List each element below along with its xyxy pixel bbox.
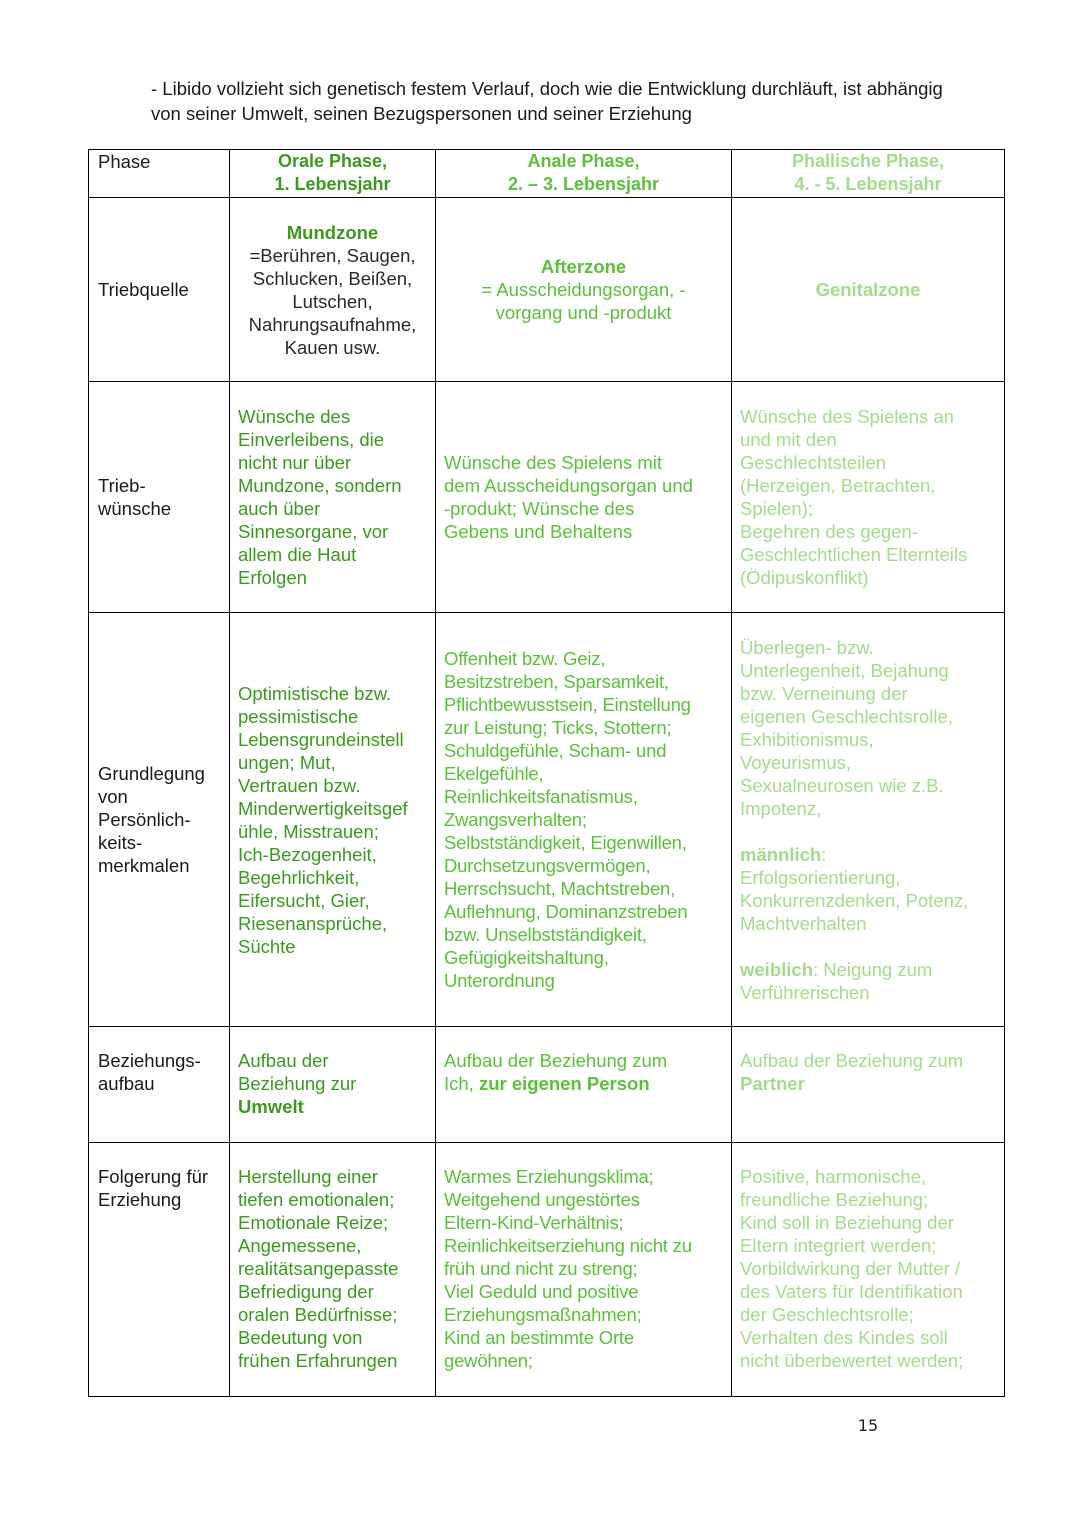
grundlegung-oral-line: Ich-Bezogenheit, xyxy=(238,843,377,865)
grundlegung-anal-line: bzw. Unselbstständigkeit, xyxy=(444,924,647,945)
triebwuensche-phallic-line: (Ödipuskonflikt) xyxy=(740,567,869,588)
triebwuensche-anal-line: -produkt; Wünsche des xyxy=(444,498,635,519)
grundlegung-phallic-line: eigenen Geschlechtsrolle, xyxy=(740,705,953,727)
male-line: Konkurrenzdenken, Potenz, xyxy=(740,889,969,911)
triebwuensche-phallic-cell xyxy=(732,382,1005,613)
triebquelle-oral-line: Lutschen, xyxy=(292,290,373,312)
folgerung-oral-line: tiefen emotionalen; xyxy=(238,1189,395,1210)
folgerung-phallic-cell xyxy=(732,1143,1005,1397)
grundlegung-oral-line: Eifersucht, Gier, xyxy=(238,889,370,911)
folgerung-phallic-line: Eltern integriert werden; xyxy=(740,1235,937,1256)
triebwuensche-anal-line: dem Ausscheidungsorgan und xyxy=(444,475,693,496)
grundlegung-oral-cell xyxy=(230,613,436,1027)
header-phallic-age: 4. - 5. Lebensjahr xyxy=(794,174,942,194)
triebquelle-anal-line: vorgang und -produkt xyxy=(495,302,672,323)
grundlegung-oral-line: Begehrlichkeit, xyxy=(238,866,360,888)
triebwuensche-oral-line: auch über xyxy=(238,498,321,519)
folgerung-anal-cell xyxy=(436,1143,732,1397)
grundlegung-label-line: Grundlegung xyxy=(98,763,205,784)
beziehung-oral-l1: Aufbau der xyxy=(238,1050,329,1071)
folgerung-phallic-line: Kind soll in Beziehung der xyxy=(740,1212,954,1233)
folgerung-anal-line: Eltern-Kind-Verhältnis; xyxy=(444,1212,624,1233)
folgerung-anal-line: früh und nicht zu streng; xyxy=(444,1258,638,1279)
folgerung-oral-line: Angemessene, xyxy=(238,1235,362,1256)
phases-table xyxy=(88,149,1005,1397)
triebwuensche-phallic-line: Spielen); xyxy=(740,498,814,519)
grundlegung-phallic-line: Unterlegenheit, Bejahung xyxy=(740,659,949,681)
grundlegung-anal-line: Besitzstreben, Sparsamkeit, xyxy=(444,671,669,692)
male-label: männlich xyxy=(740,843,822,865)
triebwuensche-label-l1: Trieb- xyxy=(98,475,146,496)
folgerung-oral-line: oralen Bedürfnisse; xyxy=(238,1304,398,1325)
beziehung-label-l1: Beziehungs- xyxy=(98,1050,201,1071)
grundlegung-label-line: Persönlich- xyxy=(98,809,191,830)
beziehung-phallic-l1: Aufbau der Beziehung zum xyxy=(740,1050,964,1071)
row-folgerung xyxy=(89,1143,1005,1397)
grundlegung-phallic-cell xyxy=(732,613,1005,1027)
beziehung-anal-cell xyxy=(436,1027,732,1143)
grundlegung-anal-line: Zwangsverhalten; xyxy=(444,809,587,830)
triebwuensche-phallic-line: Geschlechtlichen Elternteils xyxy=(740,544,968,565)
male-line: Erfolgsorientierung, xyxy=(740,866,901,888)
triebquelle-label: Triebquelle xyxy=(98,279,189,300)
male-heading xyxy=(740,843,996,866)
header-oral-title: Orale Phase, xyxy=(277,151,388,171)
triebquelle-anal-line: = Ausscheidungsorgan, - xyxy=(481,279,686,300)
folgerung-oral-line: Befriedigung der xyxy=(238,1281,374,1302)
triebwuensche-oral-line: Sinnesorgane, vor xyxy=(238,521,389,542)
page-number: 15 xyxy=(857,1416,879,1435)
header-oral-cell xyxy=(230,150,436,198)
beziehung-phallic-bold: Partner xyxy=(740,1073,805,1094)
triebquelle-oral-line: Kauen usw. xyxy=(284,336,381,358)
folgerung-phallic-line: Vorbildwirkung der Mutter / xyxy=(740,1258,961,1279)
grundlegung-label-cell xyxy=(89,613,230,1027)
folgerung-phallic-line: Verhalten des Kindes soll xyxy=(740,1327,948,1348)
grundlegung-anal-line: Herrschsucht, Machtstreben, xyxy=(444,878,676,899)
folgerung-oral-line: Emotionale Reize; xyxy=(238,1212,389,1233)
triebwuensche-phallic-line: Wünsche des Spielens an xyxy=(740,406,954,427)
header-anal-age: 2. – 3. Lebensjahr xyxy=(507,174,660,194)
beziehung-oral-cell xyxy=(230,1027,436,1143)
triebwuensche-label-cell xyxy=(89,382,230,613)
triebquelle-oral-line: Schlucken, Beißen, xyxy=(252,267,413,289)
female-rest: : Neigung zum xyxy=(813,958,933,980)
spacer xyxy=(740,820,996,843)
grundlegung-phallic-line: Impotenz, xyxy=(740,797,822,819)
triebquelle-oral-line: =Berühren, Saugen, xyxy=(249,244,416,266)
header-phase-cell xyxy=(89,150,230,198)
header-phallic-cell xyxy=(732,150,1005,198)
triebquelle-anal-cell xyxy=(436,198,732,382)
triebquelle-oral-title: Mundzone xyxy=(286,221,379,243)
header-oral-age: 1. Lebensjahr xyxy=(274,174,391,194)
triebquelle-phallic-title: Genitalzone xyxy=(815,279,921,300)
grundlegung-oral-line: Lebensgrundeinstell xyxy=(238,728,404,750)
grundlegung-oral-line: Süchte xyxy=(238,935,296,957)
folgerung-oral-line: Bedeutung von xyxy=(238,1327,363,1348)
grundlegung-oral-line: ungen; Mut, xyxy=(238,751,336,773)
grundlegung-anal-line: Gefügigkeitshaltung, xyxy=(444,947,609,968)
grundlegung-phallic-line: bzw. Verneinung der xyxy=(740,682,908,704)
header-phase-label: Phase xyxy=(98,151,151,172)
row-grundlegung xyxy=(89,613,1005,1027)
triebquelle-anal-title: Afterzone xyxy=(540,256,627,277)
beziehung-oral-bold: Umwelt xyxy=(238,1096,304,1117)
grundlegung-anal-line: Unterordnung xyxy=(444,970,555,991)
triebwuensche-anal-line: Gebens und Behaltens xyxy=(444,521,633,542)
beziehung-anal-bold: zur eigenen Person xyxy=(478,1073,650,1094)
female-label: weiblich xyxy=(740,958,813,980)
grundlegung-anal-line: Schuldgefühle, Scham- und xyxy=(444,740,667,761)
intro-text xyxy=(151,76,1021,126)
grundlegung-phallic-line: Exhibitionismus, xyxy=(740,728,874,750)
folgerung-phallic-line: des Vaters für Identifikation xyxy=(740,1281,963,1302)
row-triebquelle xyxy=(89,198,1005,382)
triebwuensche-oral-line: Mundzone, sondern xyxy=(238,475,402,496)
grundlegung-anal-line: Selbstständigkeit, Eigenwillen, xyxy=(444,832,687,853)
header-row xyxy=(89,150,1005,198)
grundlegung-anal-line: Auflehnung, Dominanzstreben xyxy=(444,901,688,922)
folgerung-anal-line: Reinlichkeitserziehung nicht zu xyxy=(444,1235,692,1256)
grundlegung-phallic-line: Überlegen- bzw. xyxy=(740,636,874,658)
folgerung-anal-line: Weitgehend ungestörtes xyxy=(444,1189,640,1210)
intro-line-1: - Libido vollzieht sich genetisch festem Verlauf, doch wie die Entwicklung durchläuft, ist abhängig xyxy=(151,78,943,99)
folgerung-oral-cell xyxy=(230,1143,436,1397)
folgerung-phallic-line: der Geschlechtsrolle; xyxy=(740,1304,914,1325)
folgerung-oral-line: frühen Erfahrungen xyxy=(238,1350,398,1371)
beziehung-anal-l1: Aufbau der Beziehung zum xyxy=(444,1050,668,1071)
triebquelle-oral-line: Nahrungsaufnahme, xyxy=(248,313,417,335)
grundlegung-anal-line: Ekelgefühle, xyxy=(444,763,544,784)
grundlegung-anal-line: Durchsetzungsvermögen, xyxy=(444,855,651,876)
beziehung-label-cell xyxy=(89,1027,230,1143)
grundlegung-oral-line: Optimistische bzw. xyxy=(238,682,392,704)
folgerung-anal-line: gewöhnen; xyxy=(444,1350,533,1371)
grundlegung-oral-line: Minderwertigkeitsgef xyxy=(238,797,408,819)
grundlegung-oral-line: Riesenansprüche, xyxy=(238,912,388,934)
grundlegung-anal-line: Offenheit bzw. Geiz, xyxy=(444,648,606,669)
folgerung-label-cell xyxy=(89,1143,230,1397)
grundlegung-oral-line: Vertrauen bzw. xyxy=(238,774,361,796)
triebwuensche-phallic-line: Geschlechtsteilen xyxy=(740,452,887,473)
grundlegung-oral-line: ühle, Misstrauen; xyxy=(238,820,379,842)
folgerung-label-l2: Erziehung xyxy=(98,1189,182,1210)
triebwuensche-oral-line: nicht nur über xyxy=(238,452,352,473)
folgerung-phallic-line: Positive, harmonische, xyxy=(740,1166,927,1187)
beziehung-label-l2: aufbau xyxy=(98,1073,155,1094)
triebwuensche-oral-line: Einverleibens, die xyxy=(238,429,385,450)
triebwuensche-phallic-line: und mit den xyxy=(740,429,837,450)
folgerung-oral-line: Herstellung einer xyxy=(238,1166,378,1187)
folgerung-anal-line: Erziehungsmaßnahmen; xyxy=(444,1304,642,1325)
folgerung-anal-line: Warmes Erziehungsklima; xyxy=(444,1166,654,1187)
triebquelle-oral-cell xyxy=(230,198,436,382)
triebwuensche-oral-line: allem die Haut xyxy=(238,544,357,565)
male-colon: : xyxy=(821,843,827,865)
row-beziehungsaufbau xyxy=(89,1027,1005,1143)
triebwuensche-anal-line: Wünsche des Spielens mit xyxy=(444,452,662,473)
triebquelle-phallic-cell xyxy=(732,198,1005,382)
folgerung-anal-line: Viel Geduld und positive xyxy=(444,1281,639,1302)
grundlegung-anal-line: Reinlichkeitsfanatismus, xyxy=(444,786,638,807)
grundlegung-label-line: von xyxy=(98,786,128,807)
triebwuensche-anal-cell xyxy=(436,382,732,613)
header-anal-title: Anale Phase, xyxy=(527,151,640,171)
folgerung-phallic-line: freundliche Beziehung; xyxy=(740,1189,929,1210)
grundlegung-anal-line: zur Leistung; Ticks, Stottern; xyxy=(444,717,672,738)
female-line: Verführerischen xyxy=(740,981,870,1003)
male-line: Machtverhalten xyxy=(740,912,867,934)
folgerung-phallic-line: nicht überbewertet werden; xyxy=(740,1350,964,1371)
grundlegung-anal-cell xyxy=(436,613,732,1027)
header-phallic-title: Phallische Phase, xyxy=(791,151,945,171)
grundlegung-anal-line: Pflichtbewusstsein, Einstellung xyxy=(444,694,691,715)
header-anal-cell xyxy=(436,150,732,198)
triebwuensche-oral-line: Erfolgen xyxy=(238,567,307,588)
grundlegung-phallic-line: Voyeurismus, xyxy=(740,751,852,773)
grundlegung-oral-line: pessimistische xyxy=(238,705,359,727)
folgerung-oral-line: realitätsangepasste xyxy=(238,1258,399,1279)
beziehung-phallic-cell xyxy=(732,1027,1005,1143)
folgerung-anal-line: Kind an bestimmte Orte xyxy=(444,1327,634,1348)
beziehung-oral-l2: Beziehung zur xyxy=(238,1073,357,1094)
beziehung-anal-l2 xyxy=(444,1072,723,1095)
beziehung-anal-plain: Ich, xyxy=(444,1073,479,1094)
row-triebwuensche xyxy=(89,382,1005,613)
triebwuensche-oral-cell xyxy=(230,382,436,613)
triebwuensche-phallic-line: (Herzeigen, Betrachten, xyxy=(740,475,936,496)
folgerung-label-l1: Folgerung für xyxy=(98,1166,209,1187)
grundlegung-label-line: keits- xyxy=(98,832,143,853)
female-heading xyxy=(740,958,996,981)
intro-line-2: von seiner Umwelt, seinen Bezugspersonen und seiner Erziehung xyxy=(151,103,692,124)
spacer xyxy=(740,935,996,958)
triebwuensche-label-l2: wünsche xyxy=(98,498,172,519)
triebwuensche-oral-line: Wünsche des xyxy=(238,406,351,427)
grundlegung-phallic-line: Sexualneurosen wie z.B. xyxy=(740,774,944,796)
triebquelle-label-cell xyxy=(89,198,230,382)
triebwuensche-phallic-line: Begehren des gegen- xyxy=(740,521,918,542)
grundlegung-label-line: merkmalen xyxy=(98,855,190,876)
